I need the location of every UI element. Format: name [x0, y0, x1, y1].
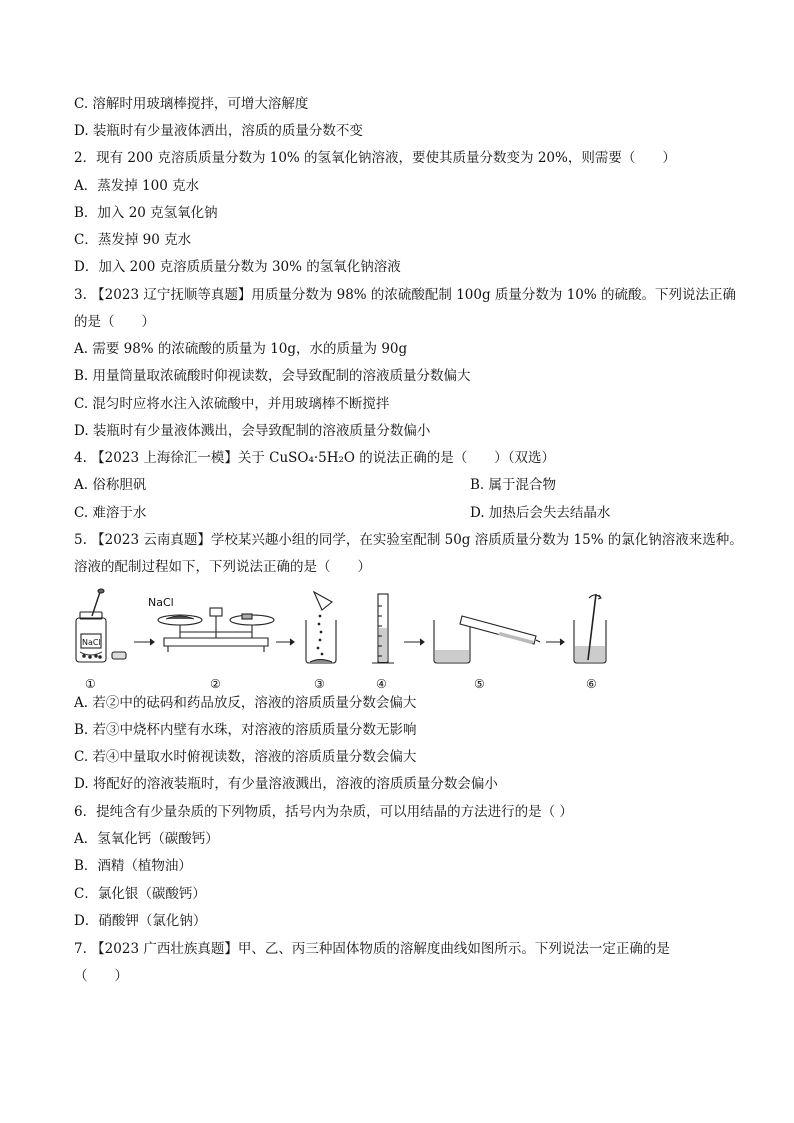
step-label-1: ① [85, 677, 96, 691]
step-label-6: ⑥ [586, 677, 597, 691]
option-line: C. 若④中量取水时俯视读数，溶液的溶质质量分数会偏大 [74, 749, 417, 765]
option-line: C．氯化银（碳酸钙） [74, 886, 206, 902]
option-line: A．氢氧化钙（碳酸钙） [74, 831, 219, 847]
step-label-3: ③ [314, 677, 325, 691]
text-line: （ ） [74, 968, 128, 984]
option-line: B．加入 20 克氢氧化钠 [74, 205, 218, 221]
beaker-powder-icon [306, 592, 336, 663]
question-5-stem: 5. 【2023 云南真题】学校某兴趣小组的同学，在实验室配制 50g 溶质质量分数为 15% 的氯化钠溶液来选种。 [74, 532, 743, 548]
question-3-stem: 3. 【2023 辽宁抚顺等真题】用质量分数为 98% 的浓硫酸配制 100g 质量分数为 10% 的硫酸。下列说法正确 [74, 287, 736, 303]
beaker-stirring-icon [574, 594, 606, 663]
question-7-stem: 7. 【2023 广西壮族真题】甲、乙、丙三种固体物质的溶解度曲线如图所示。下列说法一定正确的是 [74, 941, 670, 957]
q4-option-c: C. 难溶于水 [74, 505, 147, 521]
option-line: B．酒精（植物油） [74, 858, 192, 874]
question-2-stem: 2．现有 200 克溶质质量分数为 10% 的氢氧化钠溶液，要使其质量分数变为 20%，则需要（ ） [74, 150, 676, 166]
beaker-pouring-icon [434, 616, 540, 663]
q4-option-a: A. 俗称胆矾 [74, 477, 147, 493]
option-line: D．硝酸钾（氯化钠） [74, 913, 207, 929]
option-line [74, 504, 611, 522]
solution-preparation-figure [70, 586, 610, 692]
balance-icon [158, 608, 274, 652]
option-line: A. 需要 98% 的浓硫酸的质量为 10g，水的质量为 90g [74, 341, 408, 357]
option-line: C. 混匀时应将水注入浓硫酸中，并用玻璃棒不断搅拌 [74, 396, 390, 412]
option-line: D. 将配好的溶液装瓶时，有少量溶液溅出，溶液的溶质质量分数会偏小 [74, 776, 498, 792]
option-line [74, 476, 557, 494]
text-line: C. 溶解时用玻璃棒搅拌，可增大溶解度 [74, 96, 309, 112]
option-line: D. 装瓶时有少量液体溅出，会导致配制的溶液质量分数偏小 [74, 423, 431, 439]
bottle-label: NaCl [82, 638, 101, 647]
option-line: C．蒸发掉 90 克水 [74, 232, 192, 248]
reagent-bottle-icon [76, 589, 126, 662]
option-line: B. 用量筒量取浓硫酸时仰视读数，会导致配制的溶液质量分数偏大 [74, 368, 471, 384]
text-line: 的是（ ） [74, 314, 155, 330]
q4-option-d: D. 加热后会失去结晶水 [470, 505, 611, 521]
option-line: A. 若②中的砝码和药品放反，溶液的溶质质量分数会偏大 [74, 695, 417, 711]
option-line: A．蒸发掉 100 克水 [74, 178, 200, 194]
question-6-stem: 6．提纯含有少量杂质的下列物质，括号内为杂质，可以用结晶的方法进行的是（ ） [74, 804, 573, 820]
question-4-stem: 4. 【2023 上海徐汇一模】关于 CuSO₄·5H₂O 的说法正确的是（ ）（双选） [74, 450, 556, 466]
step-label-5: ⑤ [474, 677, 485, 691]
q4-option-b: B. 属于混合物 [470, 477, 557, 493]
graduated-cylinder-icon [372, 594, 394, 663]
nacl-label: NaCl [148, 596, 174, 609]
option-line: D．加入 200 克溶质质量分数为 30% 的氢氧化钠溶液 [74, 259, 401, 275]
text-line: D. 装瓶时有少量液体洒出，溶质的质量分数不变 [74, 123, 363, 139]
option-line: B. 若③中烧杯内壁有水珠，对溶液的溶质质量分数无影响 [74, 722, 417, 738]
step-label-2: ② [210, 677, 221, 691]
text-line: 溶液的配制过程如下，下列说法正确的是（ ） [74, 559, 371, 575]
step-label-4: ④ [376, 677, 387, 691]
